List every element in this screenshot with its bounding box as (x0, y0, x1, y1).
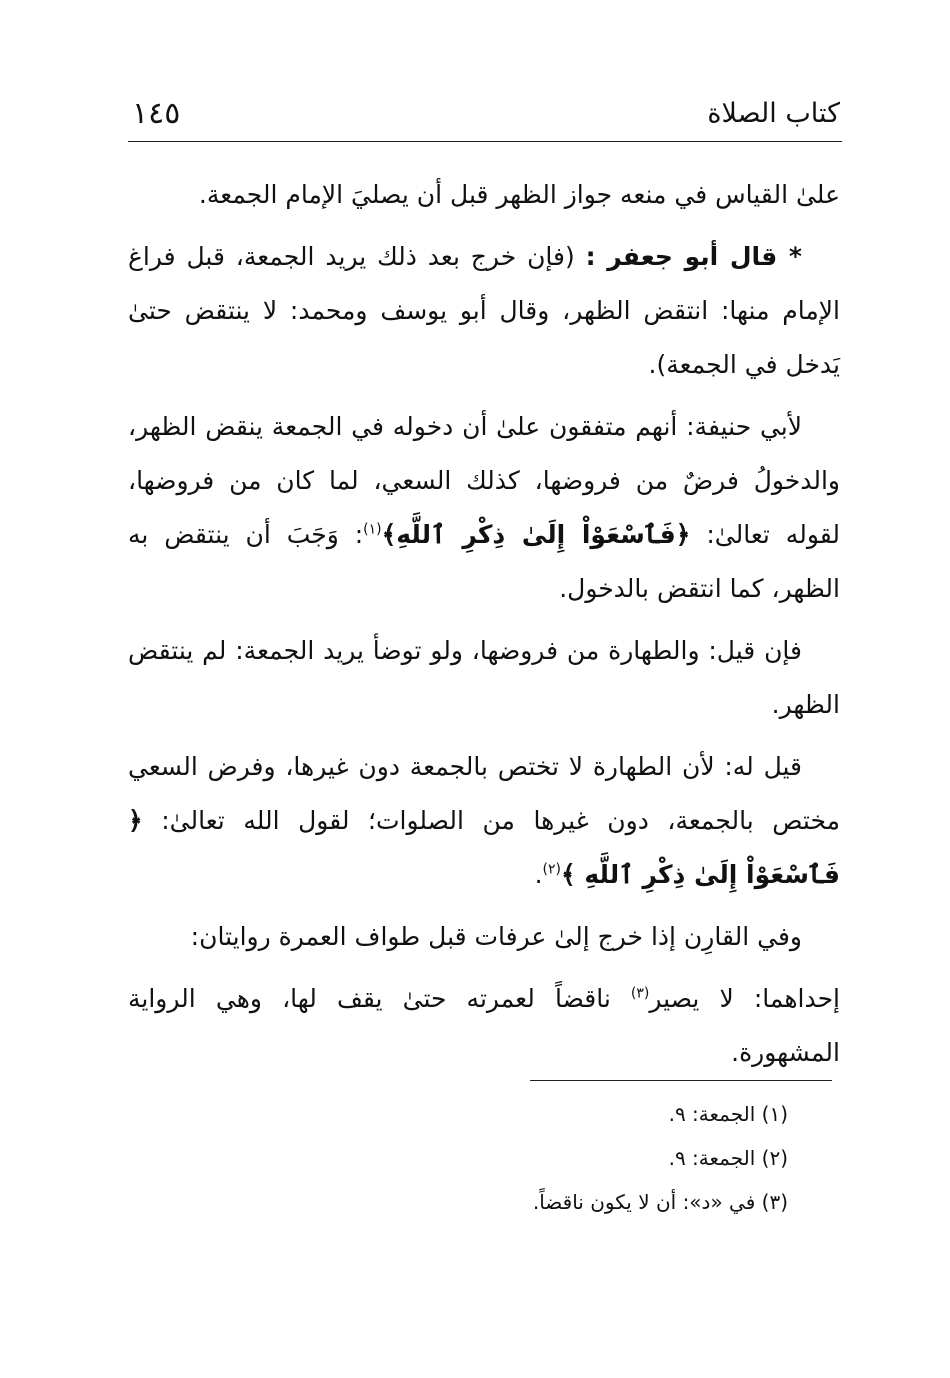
paragraph-5 (128, 740, 840, 902)
paragraph-7 (128, 972, 840, 1080)
paragraph-4: فإن قيل: والطهارة من فروضها، ولو توضأ يريد الجمعة: لم ينتقض الظهر. (128, 636, 840, 719)
header-rule (128, 141, 842, 142)
footnote-rule (530, 1080, 832, 1081)
footnote-1: (١) الجمعة: ٩. (668, 1102, 788, 1126)
paragraph-6: وفي القارِن إذا خرج إلىٰ عرفات قبل طواف العمرة روايتان: (190, 922, 802, 951)
paragraph-1: علىٰ القياس في منعه جواز الظهر قبل أن يصليَ الإمام الجمعة. (198, 180, 840, 209)
paragraph-3 (128, 400, 840, 616)
footnote-ref: (١) (363, 521, 382, 538)
paragraph-5-text-b: . (534, 860, 543, 889)
footnote-3: (٣) في «د»: أن لا يكون ناقضاً. (532, 1190, 788, 1214)
paragraph-3-text-b: : وَجَبَ أن ينتقض به الظهر، كما انتقض بالدخول. (128, 520, 840, 603)
paragraph-2-text: (فإن خرج بعد ذلك يريد الجمعة، قبل فراغ الإمام منها: انتقض الظهر، وقال أبو يوسف ومحمد: لا ينتقض حتىٰ يَدخل في الجمعة). (128, 242, 840, 379)
page-number: ١٤٥ (132, 96, 181, 131)
paragraph-3-text-a: لأبي حنيفة: أنهم متفقون علىٰ أن دخوله في الجمعة ينقض الظهر، والدخولُ فرضٌ من فروضها، كذلك السعي، لما كان من فروضها، لقوله تعالىٰ: (128, 412, 840, 549)
main-text (128, 168, 840, 1088)
footnote-ref: (٣) (630, 985, 650, 1002)
paragraph-5-text-a: قيل له: لأن الطهارة لا تختص بالجمعة دون غيرها، وفرض السعي مختص بالجمعة، دون غيرها من الصلوات؛ لقول الله تعالىٰ: (128, 752, 840, 835)
footnote-ref: (٢) (542, 861, 561, 878)
paragraph-7-text-b: ناقضاً لعمرته حتىٰ يقف لها، وهي الرواية المشهورة. (128, 984, 840, 1067)
page-header (128, 96, 840, 142)
paragraph-2 (128, 230, 840, 392)
paragraph-2-lead: * قال أبو جعفر : (585, 242, 802, 271)
footnote-2: (٢) الجمعة: ٩. (668, 1146, 788, 1170)
quran-verse: ﴿ فَٱسْعَوْاْ إِلَىٰ ذِكْرِ ٱللَّهِ ﴾ (128, 806, 840, 889)
quran-verse: ﴿فَٱسْعَوْاْ إِلَىٰ ذِكْرِ ٱللَّهِ﴾ (381, 520, 691, 549)
footnotes (128, 1092, 788, 1224)
running-title: كتاب الصلاة (707, 98, 840, 129)
paragraph-7-text-a: إحداهما: لا يصير (649, 984, 840, 1013)
